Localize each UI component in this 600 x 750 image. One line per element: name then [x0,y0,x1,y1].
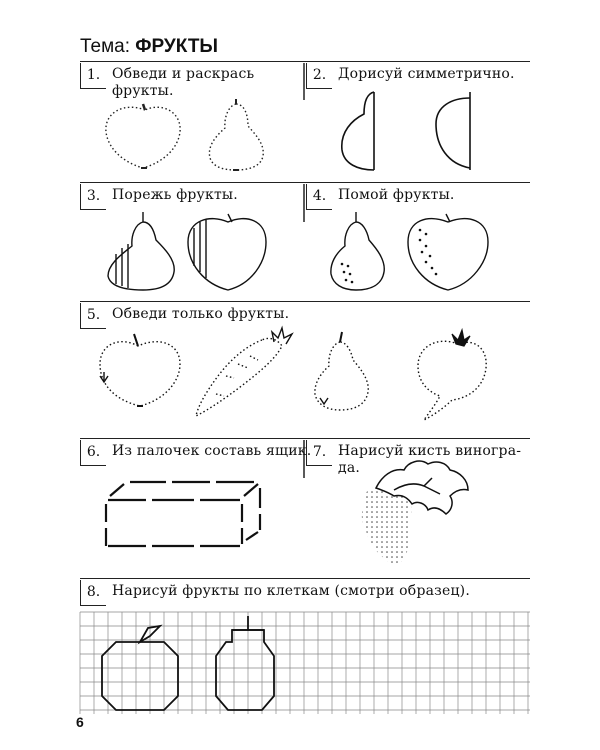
task-4-text: Помой фрукты. [338,187,455,203]
task-3-apple [188,214,266,290]
apple-stem-icon [143,104,145,110]
task-5-text: Обведи только фрукты. [112,306,290,322]
task-5-apple-stem [134,334,138,346]
task-8-text: Нарисуй фрукты по клеткам (смотри образец). [112,583,470,599]
task-2-text: Дорисуй симметрично. [338,66,515,82]
task-1-text: Обведи и раскрась фрукты. [112,66,255,99]
task-4-pear-spots [341,263,354,284]
task-2-number: 2. [306,63,332,89]
task-5-carrot-dotted [196,338,282,416]
task-2-half-pear [342,92,374,170]
task-6-sticks [106,482,260,546]
task-5-apple-dotted [100,342,180,406]
task-8-number: 8. [80,580,106,606]
task-5-radish-dotted [418,341,486,420]
task-3-pear [108,212,174,290]
task-5-radish-leaves-icon [452,330,470,346]
task-2-half-apple [436,92,470,170]
task-5-carrot-leaves-icon [272,328,292,344]
task-5-number: 5. [80,303,106,329]
task-4-apple [408,214,488,290]
task-6-number: 6. [80,440,106,466]
topic-prefix: Тема: [80,36,131,57]
task-5-pear-dotted [315,342,368,410]
task-1-number: 1. [80,63,106,89]
task-6-text: Из палочек составь ящик. [112,443,312,459]
task-7-text: Нарисуй кисть виногра-да. [338,443,522,476]
topic-name: ФРУКТЫ [135,36,219,57]
task-4-pear [331,212,384,290]
task-3-number: 3. [80,184,106,210]
task-3-text: Порежь фрукты. [112,187,238,203]
task-4-number: 4. [306,184,332,210]
task-1-pear-dotted [209,104,263,170]
task-7-number: 7. [306,440,332,466]
task-4-apple-spots [419,229,438,276]
task-5-pear-stem [340,332,342,342]
page-number: 6 [76,714,84,730]
task-5-pear-arrow [320,398,328,404]
task-1-apple-dotted [106,107,180,168]
